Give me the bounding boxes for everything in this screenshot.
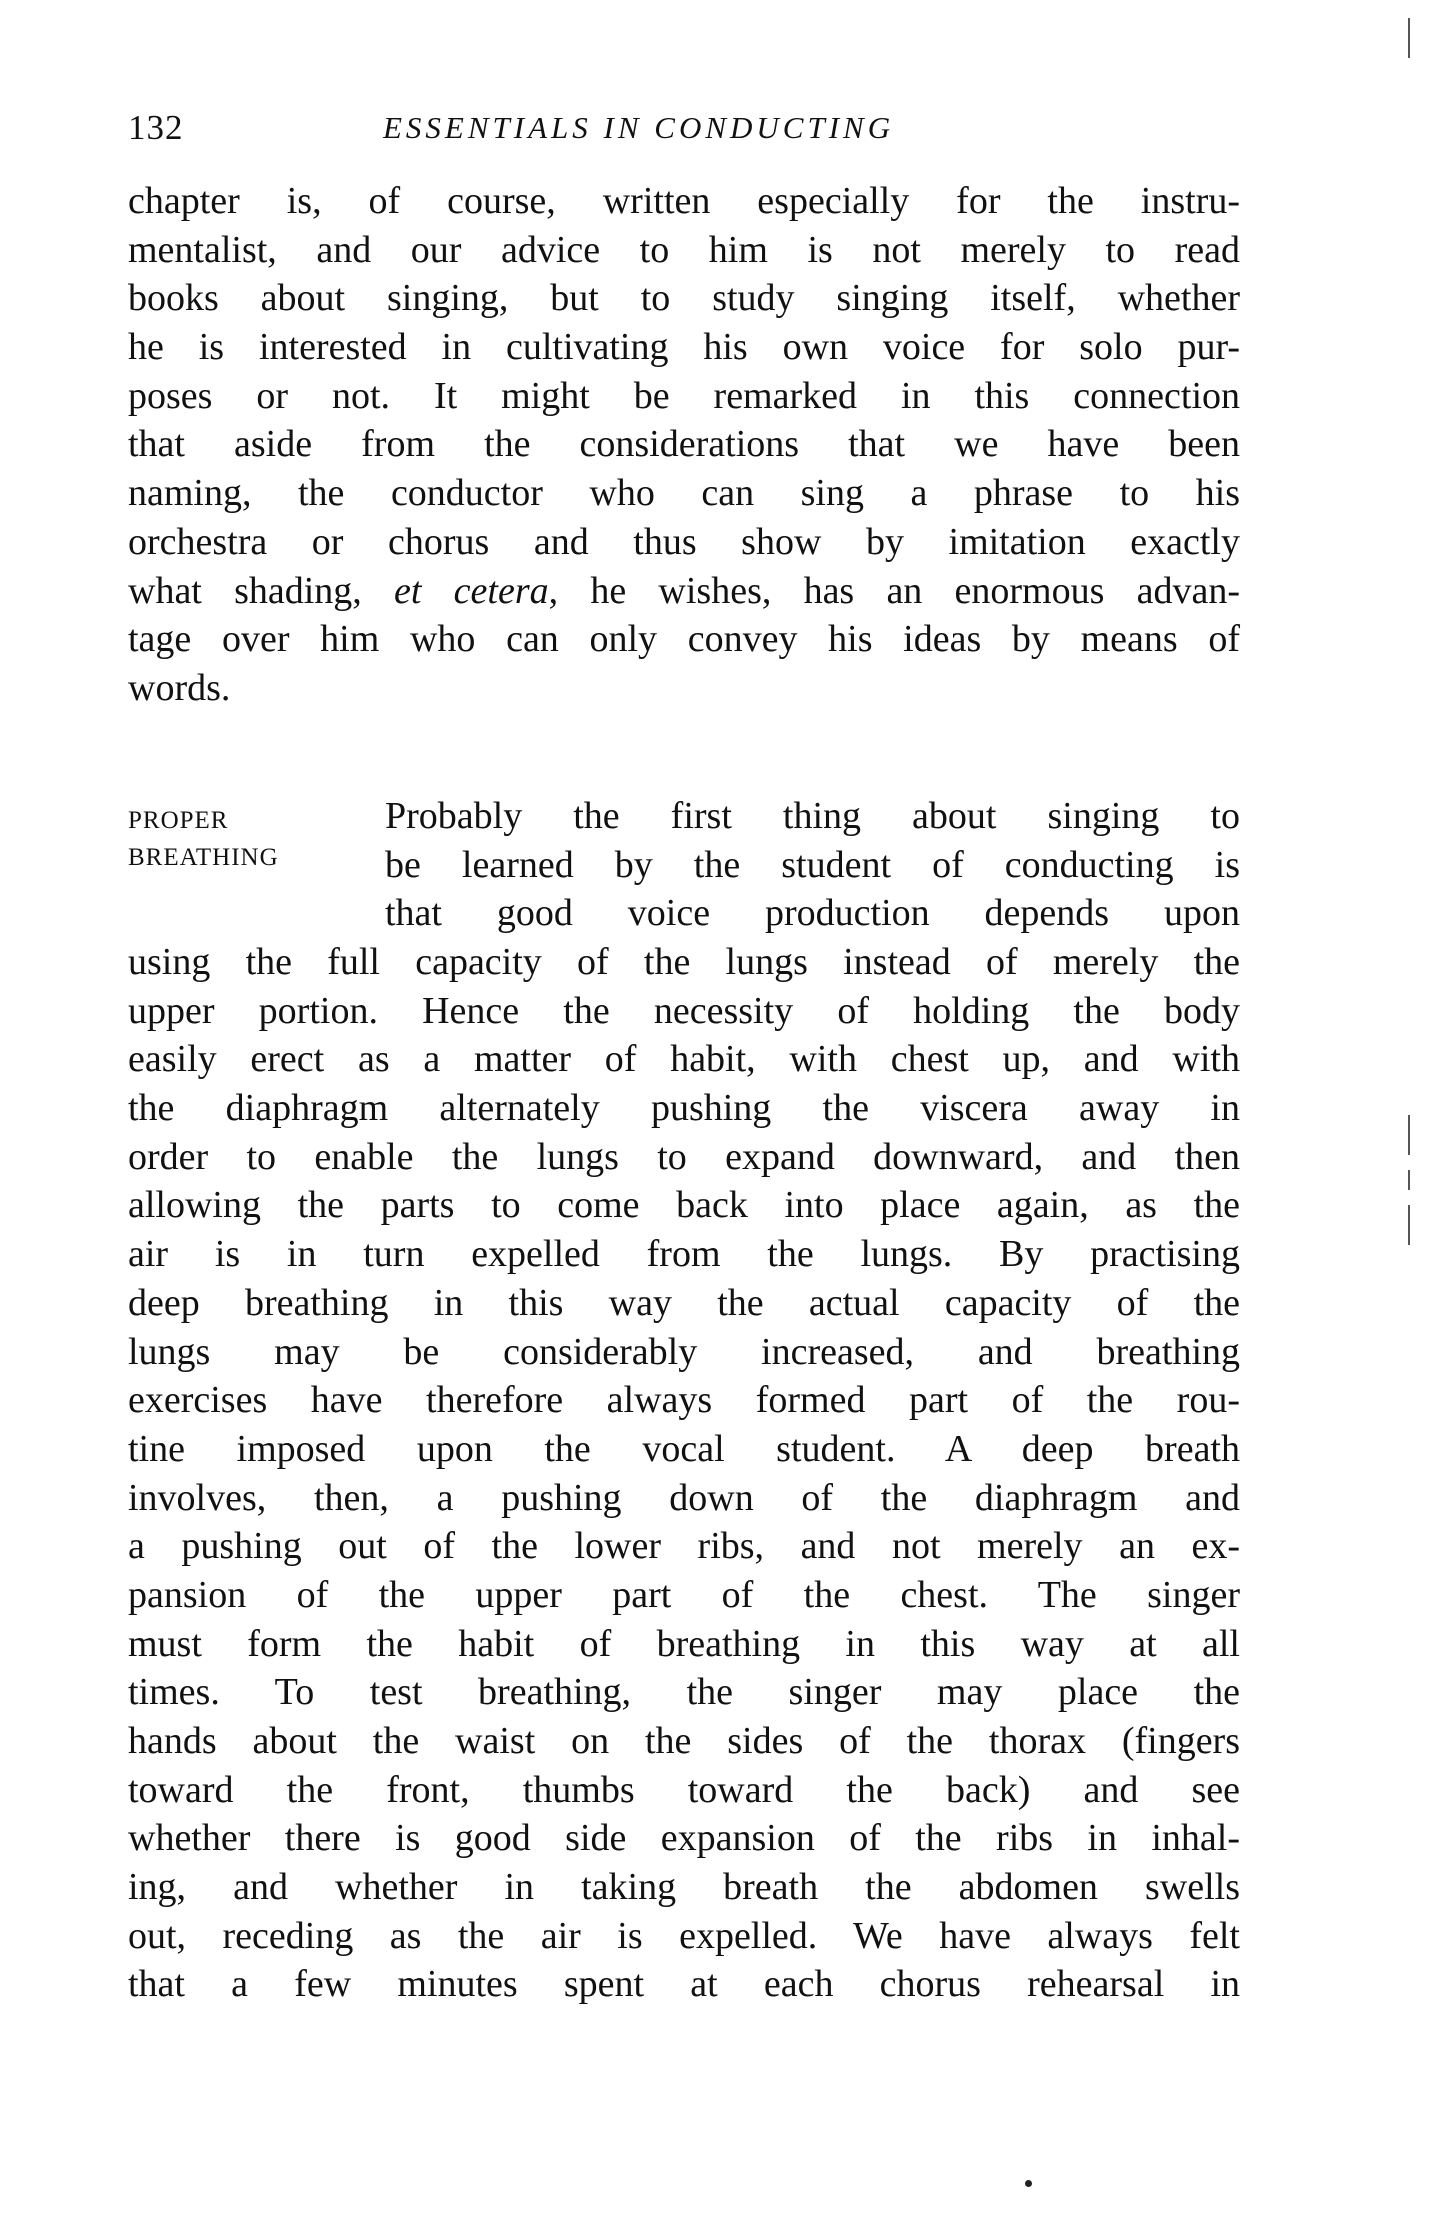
text-line: exercises have therefore always formed part of the rou-: [128, 1379, 1240, 1422]
text-line: books about singing, but to study singing itself, whether: [128, 277, 1240, 320]
scan-artifact: [1408, 18, 1410, 58]
text-line: hands about the waist on the sides of the thorax (fingers: [128, 1720, 1240, 1762]
text-line: easily erect as a matter of habit, with chest up, and with: [128, 1038, 1240, 1081]
scan-artifact: [1408, 1115, 1410, 1155]
text-line: times. To test breathing, the singer may place the: [128, 1671, 1240, 1714]
text-line: naming, the conductor who can sing a phrase to his: [128, 472, 1240, 515]
text-line: he is interested in cultivating his own voice for solo pur-: [128, 326, 1240, 369]
text-line: poses or not. It might be remarked in this connection: [128, 374, 1240, 417]
text-line: mentalist, and our advice to him is not merely to read: [128, 228, 1240, 271]
running-head: [128, 108, 1248, 158]
text-line: that aside from the considerations that we have been: [128, 423, 1240, 466]
text-line: pansion of the upper part of the chest. The singer: [128, 1573, 1240, 1616]
margin-heading: [128, 802, 279, 876]
text-line: orchestra or chorus and thus show by imitation exactly: [128, 520, 1240, 563]
running-title: ESSENTIALS IN CONDUCTING: [383, 110, 895, 145]
text-line: order to enable the lungs to expand downward, and then: [128, 1135, 1240, 1178]
text-line: using the full capacity of the lungs instead of merely the: [128, 941, 1240, 983]
text-line: upper portion. Hence the necessity of holding the body: [128, 989, 1240, 1032]
text-line: ing, and whether in taking breath the abdomen swells: [128, 1866, 1240, 1909]
text-line: out, receding as the air is expelled. We have always felt: [128, 1914, 1240, 1957]
text-line: tage over him who can only convey his ideas by means of: [128, 618, 1240, 661]
paragraph-2-indented: [385, 792, 1240, 938]
text-line: be learned by the student of conducting is: [385, 843, 1240, 886]
text-line: Probably the first thing about singing to: [385, 795, 1240, 837]
scan-artifact: [1408, 1170, 1410, 1190]
text-line: words.: [128, 666, 231, 709]
margin-heading-line: BREATHING: [128, 844, 279, 871]
text-line: the diaphragm alternately pushing the viscera away in: [128, 1087, 1240, 1130]
text-line: must form the habit of breathing in this way at all: [128, 1622, 1240, 1665]
text-line-with-italic: what shading, et cetera, he wishes, has an enormous advan-: [128, 569, 1240, 612]
text-line: lungs may be considerably increased, and breathing: [128, 1330, 1240, 1373]
text-line: that good voice production depends upon: [385, 892, 1240, 935]
text-line: air is in turn expelled from the lungs. By practising: [128, 1233, 1240, 1276]
paragraph-1: [128, 177, 1240, 713]
text-line: tine imposed upon the vocal student. A deep breath: [128, 1427, 1240, 1470]
text-line: allowing the parts to come back into place again, as the: [128, 1184, 1240, 1227]
paragraph-2: [128, 938, 1240, 2009]
text-line: involves, then, a pushing down of the diaphragm and: [128, 1476, 1240, 1519]
margin-heading-line: PROPER: [128, 807, 229, 834]
ink-dot: [1025, 2180, 1032, 2187]
text-line: a pushing out of the lower ribs, and not merely an ex-: [128, 1525, 1240, 1568]
scan-artifact: [1408, 1205, 1410, 1245]
text-line: chapter is, of course, written especially for the instru-: [128, 180, 1240, 222]
text-line: deep breathing in this way the actual capacity of the: [128, 1281, 1240, 1324]
text-line: toward the front, thumbs toward the back) and see: [128, 1768, 1240, 1811]
page-number: 132: [128, 108, 184, 147]
text-line: whether there is good side expansion of the ribs in inhal-: [128, 1817, 1240, 1860]
text-line: that a few minutes spent at each chorus rehearsal in: [128, 1963, 1240, 2006]
italic-phrase: et cetera: [394, 569, 549, 612]
